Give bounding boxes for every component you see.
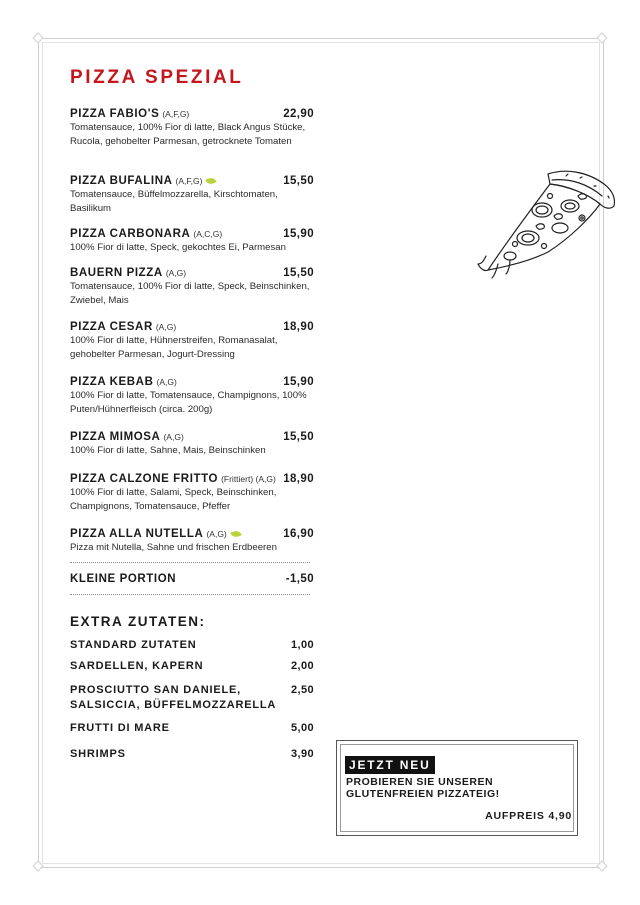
- item-description: Tomatensauce, 100% Fior di latte, Black Angus Stücke, Rucola, gehobelter Parmesan, getrocknete Tomaten: [70, 122, 306, 147]
- small-portion-price: -1,50: [285, 573, 314, 585]
- item-name: PIZZA CALZONE FRITTO: [70, 473, 219, 485]
- extra-item: [70, 721, 314, 736]
- item-description: 100% Fior di latte, Tomatensauce, Champignons, 100% Puten/Hühnerfleisch (circa. 200g): [70, 390, 307, 415]
- promo-price: AUFPREIS 4,90: [485, 810, 572, 822]
- extra-item: [70, 659, 314, 674]
- item-description: Pizza mit Nutella, Sahne und frischen Erdbeeren: [70, 542, 277, 553]
- item-allergens: (A,F,G): [175, 176, 203, 186]
- item-price: 22,90: [283, 108, 314, 120]
- extra-item: [70, 683, 314, 713]
- leaf-icon: [206, 176, 217, 185]
- extra-name: STANDARD ZUTATEN: [70, 639, 197, 651]
- item-description: 100% Fior di latte, Salami, Speck, Beinschinken, Champignons, Tomatensauce, Pfeffer: [70, 487, 277, 512]
- menu-item-fabios: [70, 108, 314, 148]
- divider: [70, 562, 310, 563]
- extras-title: EXTRA ZUTATEN:: [70, 614, 206, 629]
- item-description: Tomatensauce, Büffelmozzarella, Kirschtomaten, Basilikum: [70, 189, 278, 214]
- pizza-slice-icon: [470, 160, 620, 280]
- item-allergens: (A,C,G): [193, 229, 223, 239]
- item-price: 15,90: [283, 376, 314, 388]
- menu-item-cesar: [70, 321, 314, 361]
- item-price: 15,90: [283, 228, 314, 240]
- item-allergens: (A,G): [155, 322, 177, 332]
- leaf-icon: [230, 529, 241, 538]
- item-name: PIZZA ALLA NUTELLA: [70, 528, 204, 540]
- menu-item-bufalina: [70, 175, 314, 215]
- extra-item: [70, 747, 314, 762]
- item-description: 100% Fior di latte, Sahne, Mais, Beinschinken: [70, 445, 266, 456]
- extra-price: 5,00: [290, 722, 314, 734]
- item-description: 100% Fior di latte, Speck, gekochtes Ei, Parmesan: [70, 242, 286, 253]
- extra-price: 2,50: [290, 684, 314, 696]
- item-description: 100% Fior di latte, Hühnerstreifen, Romanasalat, gehobelter Parmesan, Jogurt-Dressing: [70, 335, 278, 360]
- item-price: 15,50: [283, 431, 314, 443]
- menu-item-bauern: [70, 267, 314, 307]
- item-allergens: (A,G): [163, 432, 184, 442]
- page-title: PIZZA SPEZIAL: [70, 67, 244, 88]
- item-name: PIZZA FABIO'S: [70, 108, 160, 120]
- item-name: PIZZA CARBONARA: [70, 228, 191, 240]
- promo-text: PROBIEREN SIE UNSEREN GLUTENFREIEN PIZZATEIG!: [346, 776, 500, 800]
- item-price: 18,90: [283, 473, 314, 485]
- extra-name: SARDELLEN, KAPERN: [70, 660, 204, 672]
- item-price: 15,50: [283, 175, 314, 187]
- extra-price: 3,90: [290, 748, 314, 760]
- item-price: 16,90: [283, 528, 314, 540]
- item-allergens: (A,G): [156, 377, 177, 387]
- menu-item-carbonara: [70, 228, 314, 255]
- small-portion: [70, 573, 314, 585]
- item-allergens: (A,G): [165, 268, 187, 278]
- promo-badge: JETZT NEU: [345, 756, 435, 774]
- item-name: PIZZA MIMOSA: [70, 431, 161, 443]
- small-portion-label: KLEINE PORTION: [70, 573, 177, 585]
- item-name: PIZZA KEBAB: [70, 376, 154, 388]
- menu-item-kebab: [70, 376, 314, 416]
- menu-item-nutella: [70, 528, 314, 555]
- item-allergens: (Frittiert) (A,G): [221, 474, 276, 484]
- menu-item-mimosa: [70, 431, 314, 458]
- item-name: PIZZA BUFALINA: [70, 175, 173, 187]
- extra-price: 2,00: [290, 660, 314, 672]
- item-price: 15,50: [283, 267, 314, 279]
- item-allergens: (A,F,G): [162, 109, 190, 119]
- item-allergens: (A,G): [206, 529, 227, 539]
- item-name: PIZZA CESAR: [70, 321, 153, 333]
- extra-item: [70, 638, 314, 653]
- item-name: BAUERN PIZZA: [70, 267, 163, 279]
- extra-name: FRUTTI DI MARE: [70, 722, 170, 734]
- extra-name: SHRIMPS: [70, 748, 126, 760]
- extra-price: 1,00: [290, 639, 314, 651]
- divider: [70, 594, 310, 595]
- item-description: Tomatensauce, 100% Fior di latte, Speck, Beinschinken, Zwiebel, Mais: [70, 281, 310, 306]
- item-price: 18,90: [283, 321, 314, 333]
- menu-item-calzone-fritto: [70, 473, 314, 513]
- extra-name: PROSCIUTTO SAN DANIELE, SALSICCIA, BÜFFELMOZZARELLA: [70, 684, 277, 711]
